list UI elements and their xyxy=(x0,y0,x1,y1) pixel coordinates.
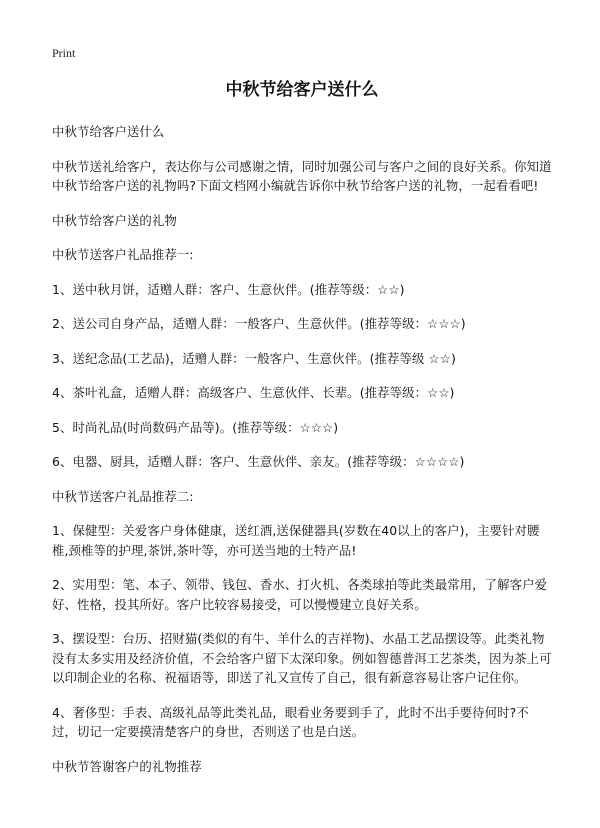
subheading-thanks-gifts: 中秋节答谢客户的礼物推荐 xyxy=(52,758,202,774)
document-title: 中秋节给客户送什么 xyxy=(225,80,379,100)
list-item: 1、送中秋月饼，适赠人群：客户、生意伙伴。(推荐等级：☆☆) xyxy=(52,281,405,297)
list-item: 6、电器、厨具，适赠人群：客户、生意伙伴、亲友。(推荐等级：☆☆☆☆) xyxy=(52,454,465,469)
list-item: 1、保健型：关爱客户身体健康，送红酒,送保健器具(岁数在40以上的客户)，主要针对腰椎,颈椎等的护理,茶饼,茶叶等，亦可送当地的土特产品! xyxy=(52,523,540,558)
list-item: 3、摆设型：台历、招财猫(类似的有牛、羊什么的吉祥物)、水晶工艺品摆设等。此类礼物没有太多实用及经济价值，不会给客户留下太深印象。例如智德普洱工艺茶类，因为茶上可以印制企业的名称、祝福语等，即送了礼又宣传了自己，很有新意容易让客户记住你。 xyxy=(52,631,552,685)
subheading-gifts: 中秋节给客户送的礼物 xyxy=(52,212,177,228)
list-item: 2、送公司自身产品，适赠人群：一般客户、生意伙伴。(推荐等级：☆☆☆) xyxy=(52,316,466,331)
list-item: 5、时尚礼品(时尚数码产品等)。(推荐等级：☆☆☆) xyxy=(52,419,339,435)
list-item: 3、送纪念品(工艺品)，适赠人群：一般客户、生意伙伴。(推荐等级 ☆☆) xyxy=(52,350,456,366)
recommendation-two-heading: 中秋节送客户礼品推荐二: xyxy=(52,488,194,504)
list-item: 4、茶叶礼盒，适赠人群：高级客户、生意伙伴、长辈。(推荐等级：☆☆) xyxy=(52,385,455,400)
print-link[interactable]: Print xyxy=(52,46,76,60)
list-item: 2、实用型：笔、本子、领带、钱包、香水、打火机、各类球拍等此类最常用，了解客户爱好、性格，投其所好。客户比较容易接受，可以慢慢建立良好关系。 xyxy=(52,577,548,612)
intro-paragraph: 中秋节送礼给客户，表达你与公司感谢之情，同时加强公司与客户之间的良好关系。你知道中秋节给客户送的礼物吗?下面文档网小编就告诉你中秋节给客户送的礼物，一起看看吧! xyxy=(52,158,552,193)
list-item: 4、奢侈型：手表、高级礼品等此类礼品，眼看业务要到手了，此时不出手要待何时?不过，切记一定要摸清楚客户的身世，否则送了也是白送。 xyxy=(52,704,529,739)
recommendation-one-heading: 中秋节送客户礼品推荐一: xyxy=(52,247,194,262)
subheading-intro: 中秋节给客户送什么 xyxy=(52,124,165,139)
document-body xyxy=(52,76,552,791)
